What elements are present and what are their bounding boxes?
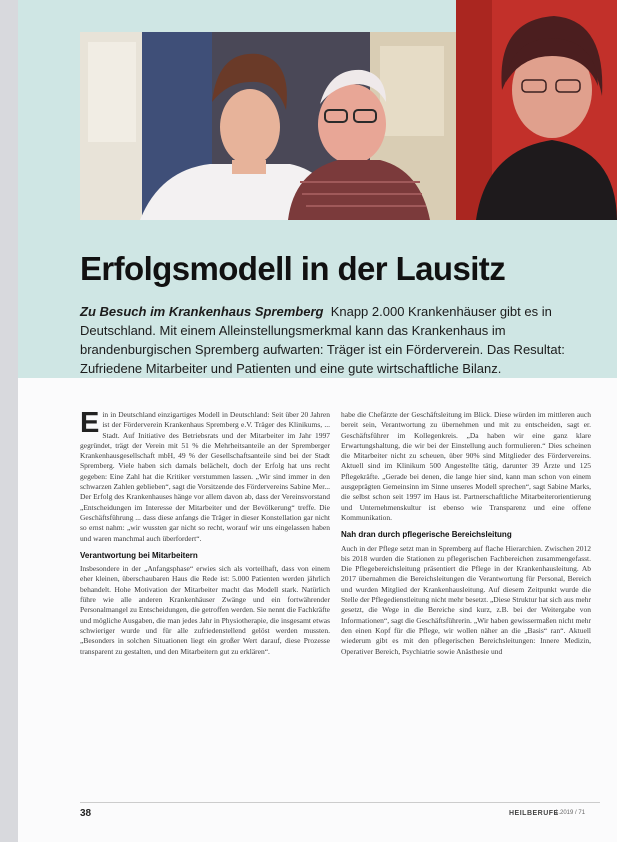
footer-divider [80, 802, 600, 803]
magazine-page [18, 0, 617, 842]
body-paragraph [80, 407, 330, 544]
body-column-right [341, 410, 591, 659]
subheading: Nah dran durch pflegerische Bereichsleitung [341, 530, 512, 540]
page-number: 38 [80, 808, 92, 819]
article-headline: Erfolgsmodell in der Lausitz [80, 250, 506, 287]
issue-info: 1.2019 / 71 [555, 810, 586, 816]
photo-woman-portrait-image [456, 0, 617, 220]
body-paragraph: Insbesondere in der „Anfangsphase“ erwies sich als vorteilhaft, dass von einem eher kleinen, überschaubaren Haus die Rede ist: 5.000 Patienten werden jährlich behandelt. Hohe Motivation der Mitarbeiter macht das Modell stark. Natürlich führe wie alle anderen Krankenhäuser Zwänge und ein fortwährender Personalmangel zu Entscheidungen, die getroffen werden. Sie nennt die Fachkräfte und mögliche Ausgaben, die man jedes Jahr in Physiotherapie, die insgesamt etwas schwieriger wurde und für alle zufriedenstellend gelöst werden mussten. „Besonders in solchen Situationen liegt ein großer Wert darauf, diese Prozesse transparent zu gestalten, und den Mitarbeitern gut zu erklären“. [80, 564, 330, 656]
subheading: Verantwortung bei Mitarbeitern [80, 550, 198, 560]
dropcap: E [80, 407, 100, 439]
body-column-left [80, 407, 330, 659]
photo-woman-portrait [456, 0, 617, 220]
magazine-name: HEILBERUFE [509, 810, 559, 817]
article-lead-text: Knapp 2.000 Krankenhäuser gibt es in Deutschland. Mit einem Alleinstellungsmerkmal kann das Krankenhaus im brandenburgischen Spremberg aufwarten: Träger ist ein Förderverein. Das Resultat: Zufriedene Mitarbeiter und Patienten und eine gute wirtschaftliche Bilanz. [80, 304, 565, 376]
article-lead [80, 302, 617, 378]
photo-nurse-and-patient [80, 32, 456, 220]
photo-nurse-and-patient-image [80, 32, 456, 220]
article-kicker: Zu Besuch im Krankenhaus Spremberg [80, 304, 324, 319]
body-paragraph-text: in in Deutschland einzigartiges Modell in Deutschland: Seit über 20 Jahren ist der Förderverein Krankenhaus Spremberg e.V. Träger des Klinikums, ... Stadt. Auf Initiative des Betriebsrats und der Mitarbeiter im Jahr 1997 gegründet, trägt der Verein mit 51 % die Mehrheitsanteile an der Spremberger Krankenhausgesellschaft mbH, 49 % der Gesellschaftsanteile sind bei der Stadt Spremberg. Viele haben sich damals belächelt, doch der Erfolg hat uns recht gegeben: Eine Zahl hat die Kritiker verstummen lassen. „Wir sind immer in den schwarzen Zahlen geblieben“, sagt die Vorsitzende des Fördervereins Sabine Mer... Der Erfolg des Krankenhauses hänge vor allem davon ab, dass der Vereinsvorstand „Entscheidungen im Interesse der Mitarbeiter und der Bevölkerung“ treffe. Die Geschäftsführung ... dass diese anfangs die Träger in dieser Konstellation gar nicht so ernst nahm: „wir wussten gar nicht so recht, worauf wir uns eingelassen haben und waren manchmal auch überfordert“. [80, 410, 330, 543]
body-paragraph: Auch in der Pflege setzt man in Spremberg auf flache Hierarchien. Zwischen 2012 bis 2018 wurden die Stationen zu pflegerischen Fachbereichen zusammengefasst. Die Pflegebereichsleitung präsentiert die Pflege in der Krankenhausleitung. Ab 2017 übernahmen die Bereichsleitungen die Verantwortung für Personal, Bereich und wurden Mitglied der Krankenhausleitung. Auf diesem Zeitpunkt wurde die Stelle der Pflegedienstleitung nicht mehr besetzt. „Diese Struktur hat sich aus mehr gesetzt, die Wege in die Bereiche sind kurz, z.B. bei der Weitergabe von Informationen“, sagt die Geschäftsführerin. „Wir haben gewissermaßen nicht mehr den einen Kopf für die Pflege, wir wollen näher an die „Basis“ ran“. Aktuell wiederum gibt es mit den pflegerischen Bereichsleitungen: Innere Medizin, Operativer Bereich, Psychiatrie sowie Anästhesie und [341, 543, 591, 656]
body-paragraph: habe die Chefärzte der Geschäftsleitung im Blick. Diese würden im mittleren auch bereit sein, Verantwortung zu übernehmen und mit zu entscheiden, sagt er. Geschäftsführer im Kollegenkreis. „Da haben wir eine ganz klare Erwartungshaltung, die wir bei der Einstellung auch formulieren.“ Dies scheinen die Mitarbeiter nicht zu scheuen, über 90% sind Mitglieder des Fördervereins. Aktuell sind im Klinikum 500 Angestellte tätig, darunter 39 Ärzte und 125 Pflegekräfte. „Gerade bei denen, die lange hier sind, kann man schon von einem ausgeprägten Gemeinsinn im Sinne unseres Modell sprechen“, sagt Sabine Marks, die selbst schon seit 1997 im Haus ist. Partnerschaftliche Mitarbeiterorientierung und Unternehmenskultur ist ebenso wie Transparenz und eine offene Kommunikation. [341, 410, 591, 522]
